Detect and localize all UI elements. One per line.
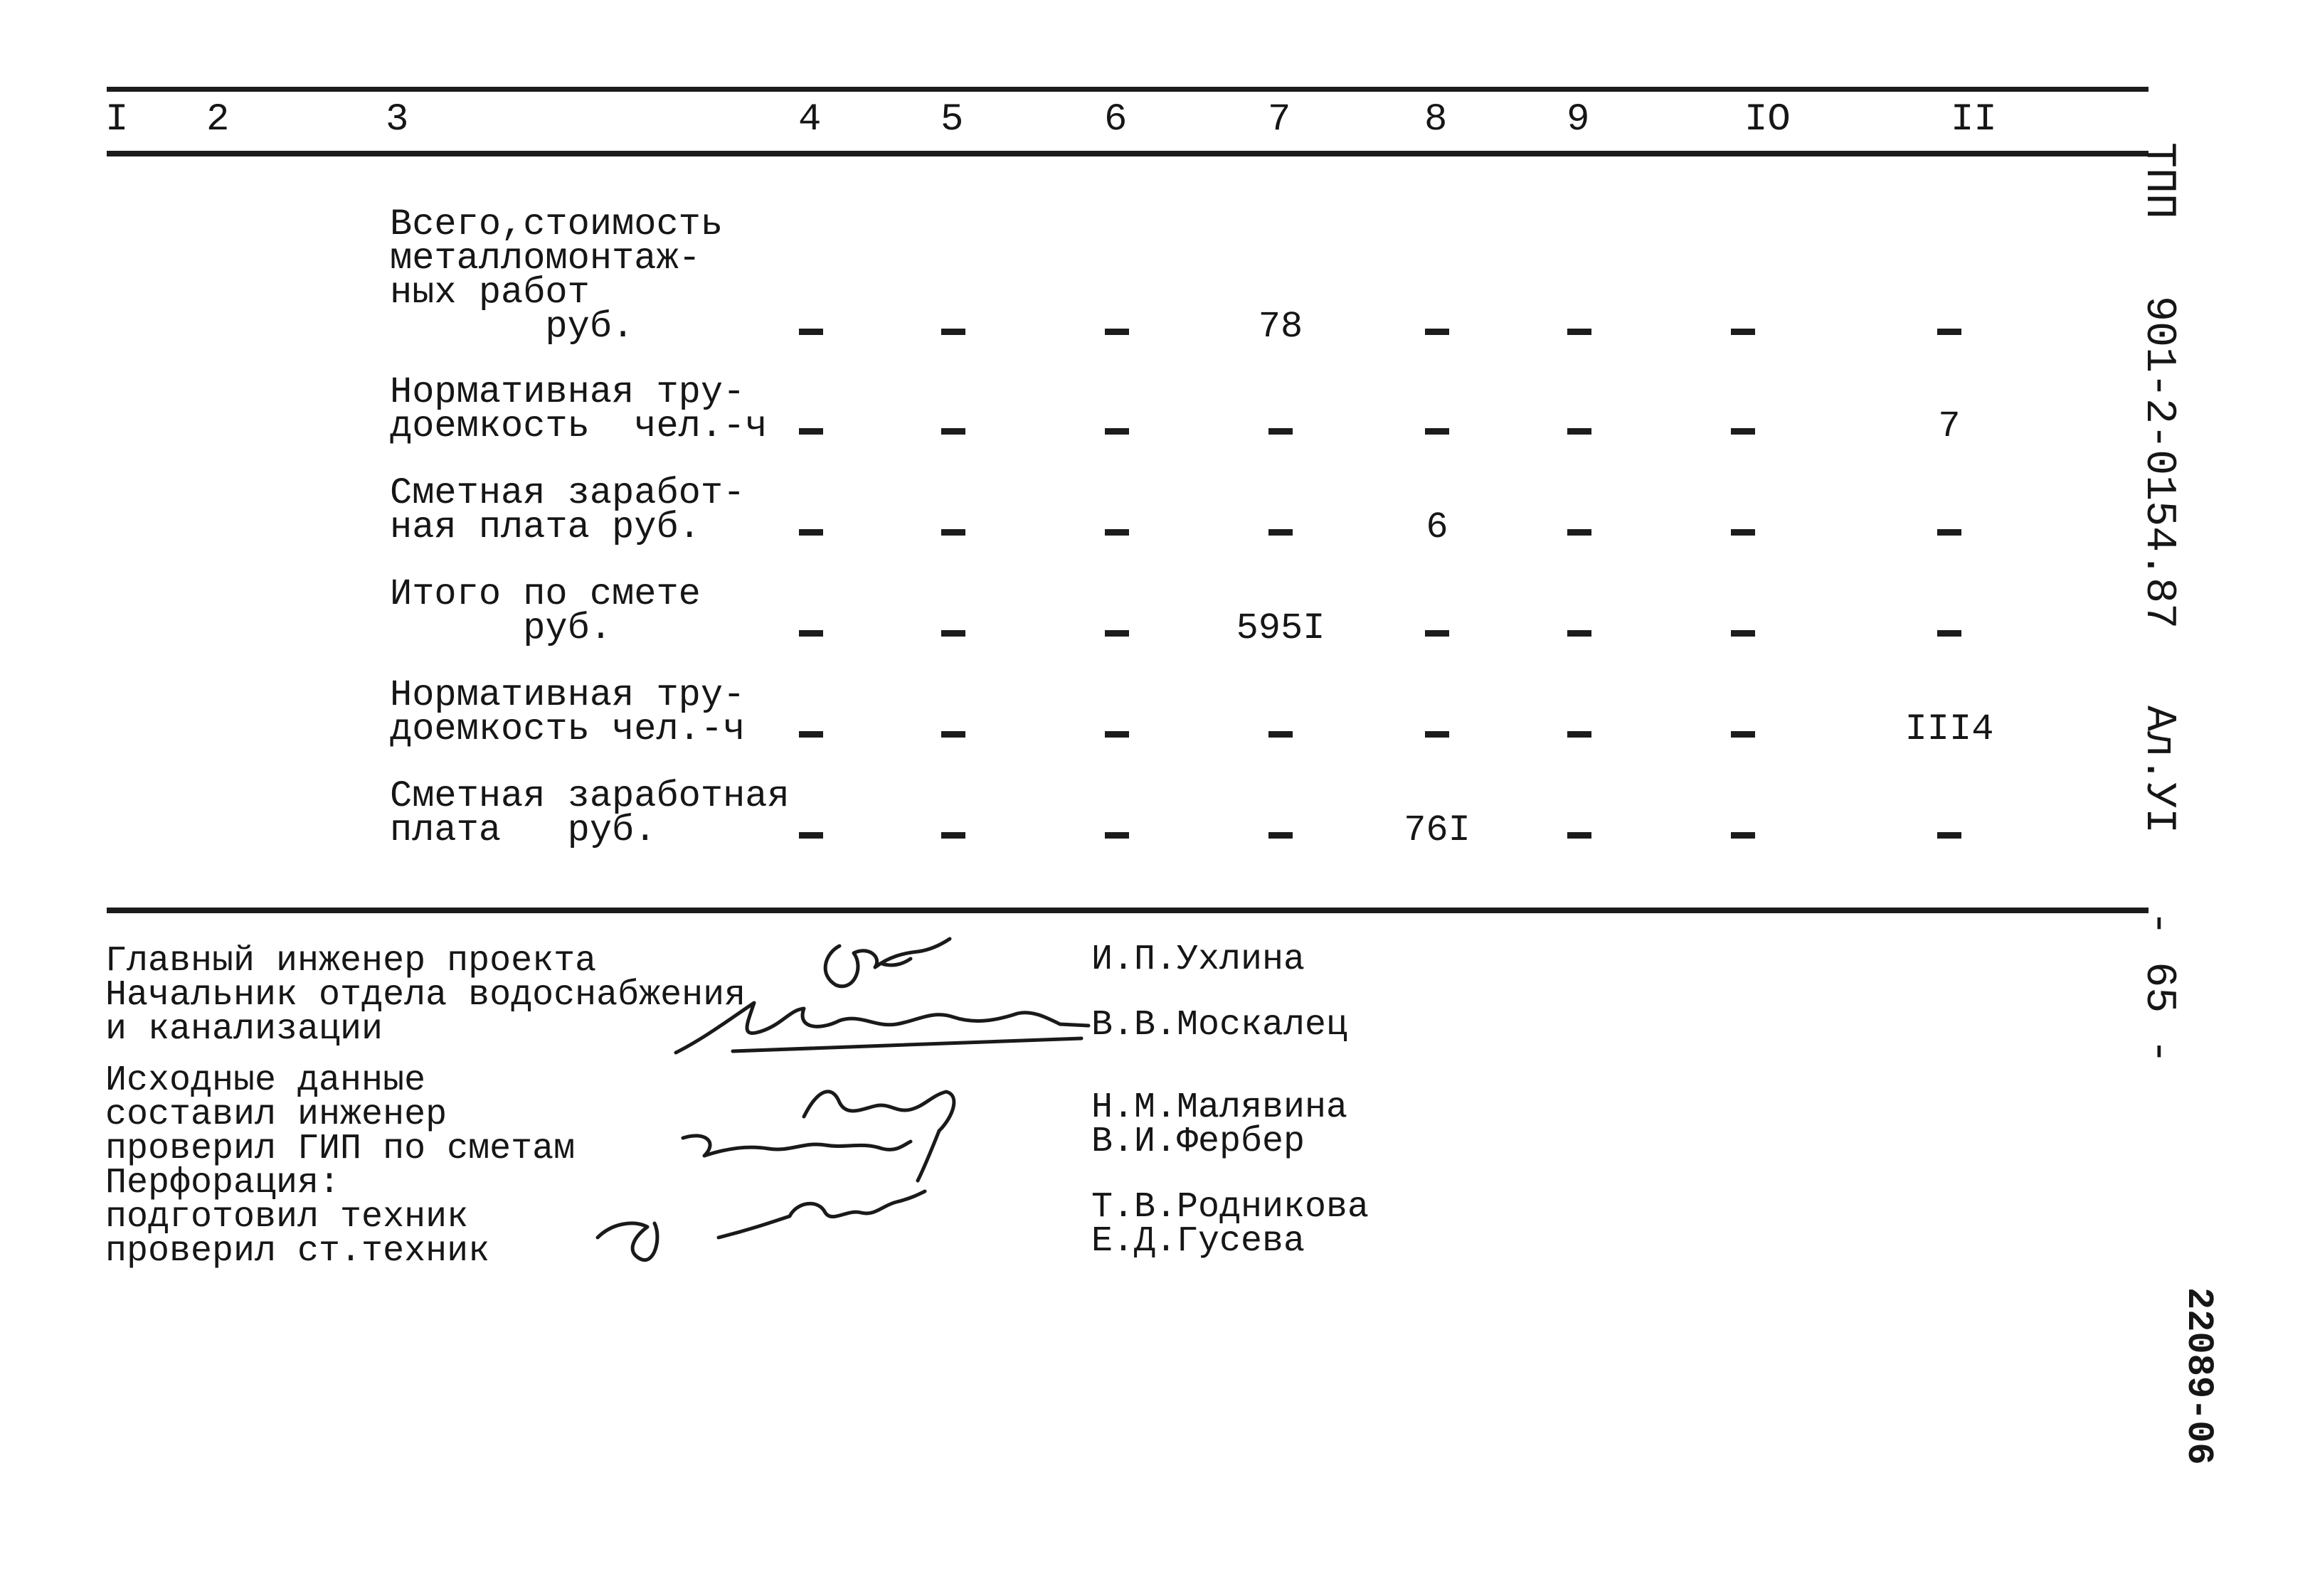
column-number-10: IO (1744, 98, 1791, 142)
value-cell: 78 (1258, 306, 1303, 348)
dash-cell (1567, 529, 1591, 536)
row-label: Сметная заработ- ная плата руб. (390, 472, 746, 548)
dash-cell (1731, 731, 1755, 738)
dash-cell (799, 731, 823, 738)
signer-name-5: Т.В.Родникова (1091, 1187, 1369, 1228)
dash-cell (1105, 731, 1129, 738)
dash-cell (1567, 329, 1591, 335)
column-number-11: II (1951, 98, 1997, 142)
dash-cell (1105, 428, 1129, 435)
signature-2 (662, 989, 1103, 1067)
value-cell: 7 (1938, 405, 1961, 447)
column-number-4: 4 (798, 98, 822, 142)
column-number-1: I (105, 98, 129, 142)
dash-cell (1567, 832, 1591, 839)
dash-cell (1268, 832, 1293, 839)
column-number-9: 9 (1567, 98, 1590, 142)
signer-roles-2: Исходные данные составил инженер проверил ГИП по сметам Перфорация: подготовил техник проверил ст.техник (105, 1060, 576, 1272)
dash-cell (1425, 428, 1449, 435)
dash-cell (941, 832, 965, 839)
value-cell: 76I (1404, 809, 1471, 851)
dash-cell (1105, 832, 1129, 839)
dash-cell (1268, 428, 1293, 435)
signer-name-1: И.П.Ухлина (1091, 940, 1305, 980)
dash-cell (941, 329, 965, 335)
dash-cell (799, 630, 823, 637)
dash-cell (1731, 529, 1755, 536)
dash-cell (1937, 329, 1961, 335)
signature-5 (583, 1181, 953, 1280)
dash-cell (1105, 329, 1129, 335)
column-number-8: 8 (1424, 98, 1448, 142)
header-rule (107, 151, 2149, 156)
row-label: Нормативная тру- доемкость чел.-ч (390, 371, 768, 447)
value-cell: III4 (1904, 708, 1994, 750)
signer-name-4: В.И.Фербер (1091, 1122, 1305, 1162)
row-label: Итого по смете руб. (390, 573, 701, 649)
dash-cell (1425, 731, 1449, 738)
dash-cell (1731, 630, 1755, 637)
dash-cell (1937, 832, 1961, 839)
dash-cell (1268, 731, 1293, 738)
dash-cell (941, 630, 965, 637)
dash-cell (1731, 329, 1755, 335)
dash-cell (1425, 630, 1449, 637)
signer-name-3: Н.М.Малявина (1091, 1087, 1348, 1128)
column-number-7: 7 (1268, 98, 1291, 142)
dash-cell (1105, 529, 1129, 536)
signer-name-2: В.В.Москалец (1091, 1005, 1348, 1046)
dash-cell (1937, 630, 1961, 637)
dash-cell (799, 832, 823, 839)
row-label: Всего,стоимость металломонтаж- ных работ руб. (390, 203, 724, 348)
signer-name-6: Е.Д.Гусева (1091, 1221, 1305, 1262)
dash-cell (1567, 731, 1591, 738)
column-number-2: 2 (206, 98, 230, 142)
signer-roles-1: Главный инженер проекта Начальник отдела водоснабжения и канализации (105, 941, 746, 1050)
dash-cell (1937, 529, 1961, 536)
value-cell: 595I (1236, 607, 1325, 649)
dash-cell (1425, 329, 1449, 335)
signature-4 (669, 1110, 982, 1188)
row-label: Нормативная тру- доемкость чел.-ч (390, 674, 746, 750)
column-number-3: 3 (386, 98, 409, 142)
top-rule (107, 87, 2149, 92)
dash-cell (1268, 529, 1293, 536)
bottom-rule (107, 908, 2149, 913)
margin-stamp: ТПП 901-2-0154.87 Ал.УI - 65 - (2134, 142, 2183, 1065)
dash-cell (941, 731, 965, 738)
dash-cell (941, 428, 965, 435)
dash-cell (1567, 428, 1591, 435)
value-cell: 6 (1426, 506, 1448, 548)
dash-cell (799, 428, 823, 435)
dash-cell (941, 529, 965, 536)
dash-cell (1731, 428, 1755, 435)
column-number-6: 6 (1104, 98, 1128, 142)
dash-cell (1105, 630, 1129, 637)
dash-cell (799, 329, 823, 335)
inventory-number: 22089-06 (2178, 1287, 2220, 1465)
dash-cell (799, 529, 823, 536)
column-number-5: 5 (941, 98, 964, 142)
dash-cell (1567, 630, 1591, 637)
dash-cell (1731, 832, 1755, 839)
row-label: Сметная заработная плата руб. (390, 775, 790, 851)
